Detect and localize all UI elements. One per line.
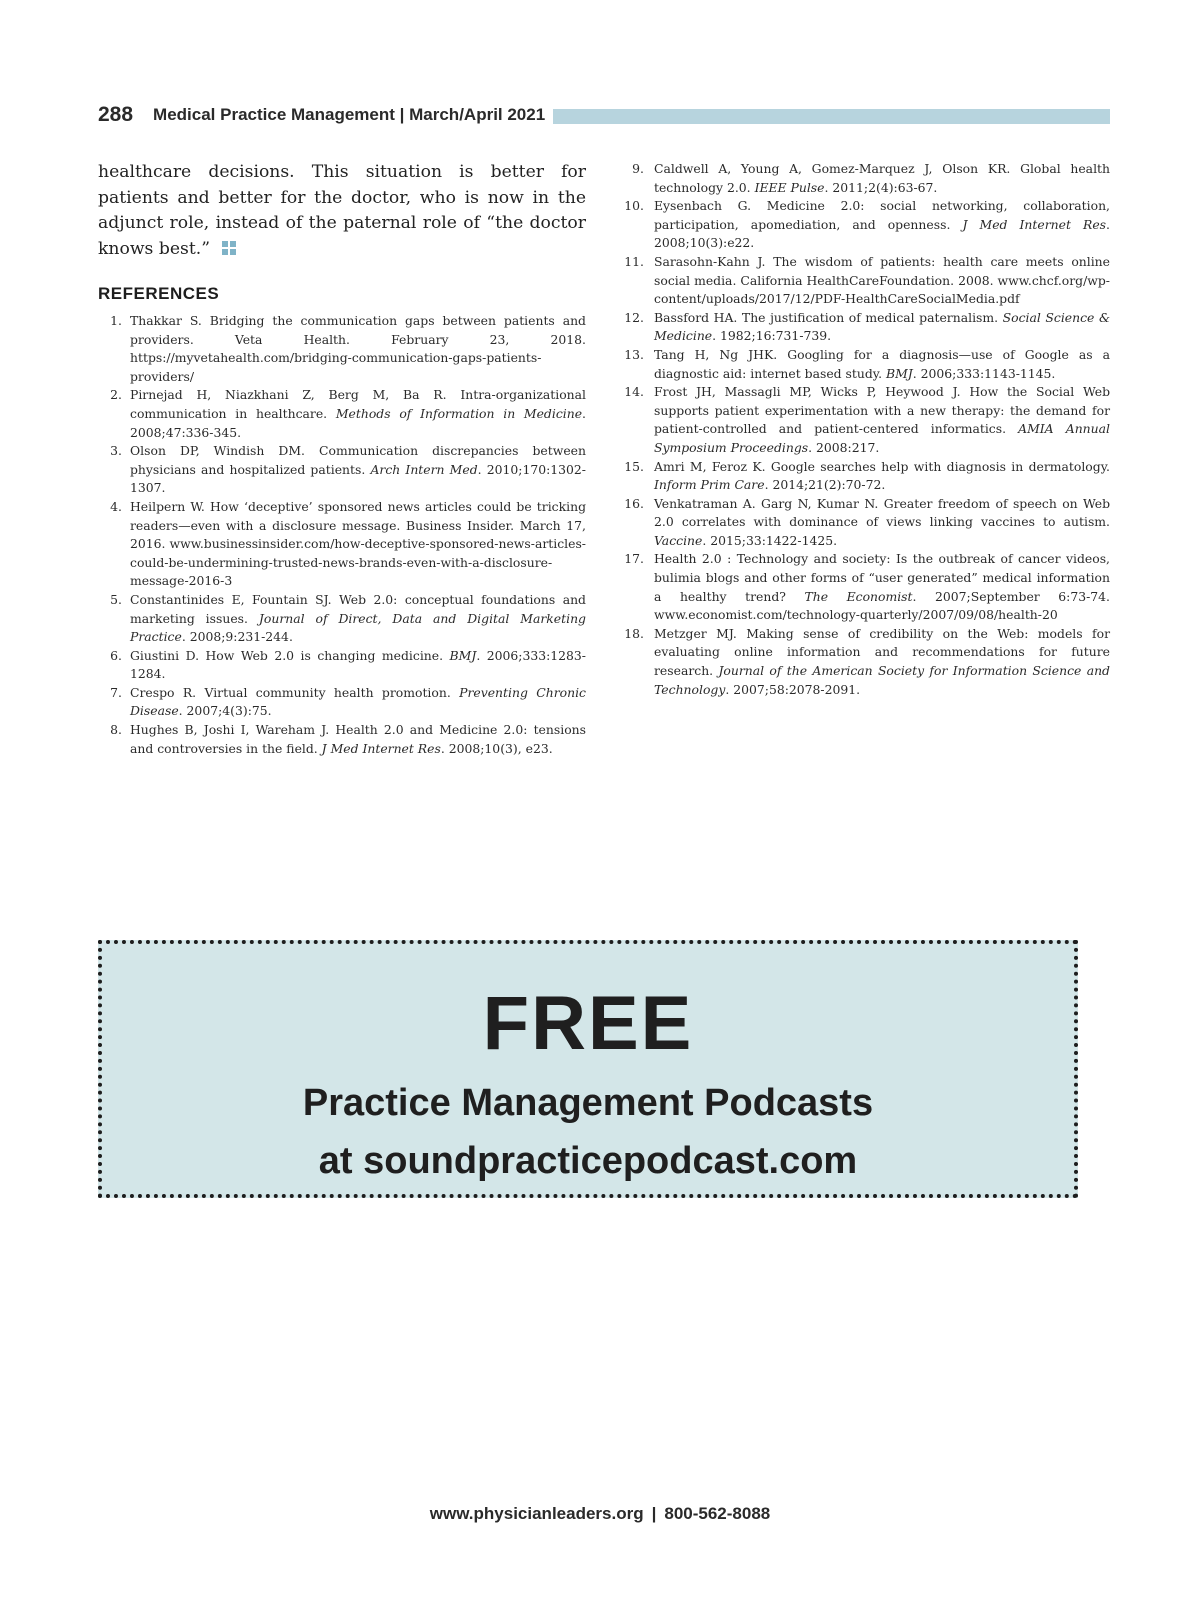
- reference-text: Eysenbach G. Medicine 2.0: social networking, collaboration, participation, apomediation, and openness.: [654, 198, 1110, 232]
- reference-item: [618, 160, 1110, 197]
- reference-text: Tang H, Ng JHK. Googling for a diagnosis—use of Google as a diagnostic aid: internet based study.: [654, 346, 1110, 381]
- reference-text: Metzger MJ. Making sense of credibility on the Web: models for evaluating online information and recommendations for future research.: [654, 625, 1110, 679]
- header-rule-bar: [553, 109, 1110, 124]
- reference-source-title: AMIA Annual Symposium Proceedings: [654, 421, 1110, 455]
- reference-number: 15.: [624, 458, 644, 474]
- reference-number: 8.: [110, 722, 122, 738]
- reference-text: Constantinides E, Fountain SJ. Web 2.0: conceptual foundations and marketing issues.: [130, 591, 586, 626]
- reference-text: . 2008:217.: [808, 439, 880, 455]
- reference-number: 4.: [110, 498, 122, 514]
- reference-text: . 2008;47:336-345.: [130, 405, 586, 440]
- reference-text: Amri M, Feroz K. Google searches help with diagnosis in dermatology.: [654, 458, 1110, 474]
- reference-number: 13.: [624, 346, 644, 362]
- page-footer: [0, 1504, 1200, 1524]
- reference-item: [98, 591, 586, 647]
- reference-item: [618, 253, 1110, 309]
- footer-phone: 800-562-8088: [664, 1504, 771, 1523]
- reference-item: [98, 684, 586, 721]
- reference-number: 18.: [624, 625, 644, 641]
- reference-item: [98, 312, 586, 386]
- reference-text: . 2006;333:1283-1284.: [130, 647, 586, 682]
- reference-text: Venkatraman A. Garg N, Kumar N. Greater freedom of speech on Web 2.0 correlates with dominance of views linking vaccines to autism.: [654, 495, 1110, 530]
- reference-text: Caldwell A, Young A, Gomez-Marquez J, Olson KR. Global health technology 2.0.: [654, 161, 1110, 195]
- reference-item: [98, 721, 586, 758]
- promo-headline: FREE: [482, 981, 694, 1066]
- reference-text: Health 2.0 : Technology and society: Is the outbreak of cancer videos, bulimia blogs and other forms of “user generated” medical information a healthy trend?: [654, 551, 1110, 604]
- reference-item: [98, 386, 586, 442]
- lead-paragraph: [98, 160, 586, 262]
- reference-text: . 2008;10(3):e22.: [654, 216, 1110, 251]
- reference-text: . 2007;4(3):75.: [178, 703, 272, 719]
- reference-text: Thakkar S. Bridging the communication gaps between patients and providers. Veta Health. February 23, 2018. https://myvetahealth.com/bridging-communication-gaps-patients-providers/: [130, 313, 586, 384]
- reference-item: [98, 442, 586, 498]
- reference-text: . 2008;10(3), e23.: [440, 740, 553, 756]
- reference-source-title: Preventing Chronic Disease: [130, 684, 586, 719]
- reference-number: 7.: [110, 684, 122, 700]
- reference-number: 6.: [110, 647, 122, 663]
- reference-item: [618, 346, 1110, 383]
- footer-website-link[interactable]: www.physicianleaders.org: [429, 1504, 644, 1523]
- page-number: 288: [98, 103, 134, 126]
- reference-item: [618, 550, 1110, 624]
- reference-number: 17.: [624, 551, 644, 567]
- reference-text: Pirnejad H, Niazkhani Z, Berg M, Ba R. Intra-organizational communication in healthcare.: [130, 387, 586, 421]
- reference-source-title: BMJ: [449, 647, 477, 663]
- reference-text: Giustini D. How Web 2.0 is changing medicine.: [130, 647, 450, 663]
- reference-text: . 2006;333:1143-1145.: [912, 365, 1056, 381]
- footer-separator: |: [651, 1504, 657, 1523]
- reference-source-title: The Economist: [804, 588, 913, 604]
- reference-source-title: Journal of Direct, Data and Digital Marketing Practice: [130, 610, 586, 645]
- promo-line-2: at soundpracticepodcast.com: [318, 1140, 858, 1182]
- reference-source-title: Inform Prim Care: [654, 477, 765, 493]
- reference-number: 14.: [624, 384, 644, 400]
- reference-text: Frost JH, Massagli MP, Wicks P, Heywood J. How the Social Web supports patient experimentation with a new therapy: the demand for patient-controlled and patient-centered informatics.: [654, 384, 1110, 437]
- reference-item: [618, 458, 1110, 495]
- reference-item: [98, 498, 586, 591]
- reference-text: Crespo R. Virtual community health promotion.: [130, 684, 460, 700]
- reference-text: . 1982;16:731-739.: [712, 328, 832, 344]
- reference-item: [618, 495, 1110, 551]
- reference-number: 5.: [110, 591, 122, 607]
- reference-source-title: Arch Intern Med: [370, 461, 478, 477]
- right-column: [618, 160, 1110, 699]
- reference-source-title: Journal of the American Society for Information Science and Technology: [654, 663, 1110, 697]
- reference-text: Bassford HA. The justification of medical paternalism.: [654, 309, 1003, 325]
- left-column: [98, 160, 586, 758]
- reference-text: . 2007;September 6:73-74. www.economist.com/technology-quarterly/2007/09/08/health-20: [654, 588, 1110, 623]
- references-list-right: [618, 160, 1110, 699]
- reference-item: [618, 383, 1110, 457]
- reference-number: 11.: [624, 253, 644, 269]
- reference-number: 9.: [632, 161, 644, 176]
- reference-item: [618, 197, 1110, 253]
- reference-number: 1.: [110, 313, 122, 328]
- reference-text: Heilpern W. How ‘deceptive’ sponsored news articles could be tricking readers—even with a disclosure message. Business Insider. March 17, 2016. www.businessinsider.com/how-deceptive-sponsored-news-articles-could-be-undermining-trusted-news-brands-even-with-a-disclosure-message-2016-3: [130, 498, 586, 589]
- reference-source-title: Social Science & Medicine: [654, 309, 1110, 344]
- reference-text: . 2011;2(4):63-67.: [824, 179, 938, 195]
- reference-source-title: BMJ: [886, 365, 913, 381]
- journal-title: Medical Practice Management | March/April 2021: [153, 105, 546, 124]
- reference-item: [618, 309, 1110, 346]
- reference-text: Sarasohn-Kahn J. The wisdom of patients: health care meets online social media. California HealthCareFoundation. 2008. www.chcf.org/wp-content/uploads/2017/12/PDF-HealthCareSocialMedia.pdf: [654, 253, 1110, 307]
- reference-number: 12.: [624, 309, 644, 325]
- reference-text: . 2015;33:1422-1425.: [702, 532, 838, 548]
- end-mark-icon: [222, 241, 236, 255]
- podcast-promo-box: [98, 940, 1078, 1198]
- reference-number: 16.: [624, 495, 644, 511]
- promo-line-1: Practice Management Podcasts: [302, 1082, 874, 1124]
- reference-source-title: Methods of Information in Medicine: [335, 405, 583, 421]
- lead-text: healthcare decisions. This situation is better for patients and better for the doctor, who is now in the adjunct role, instead of the paternal role of “the doctor knows best.”: [98, 162, 586, 259]
- reference-source-title: J Med Internet Res: [321, 740, 441, 756]
- reference-source-title: IEEE Pulse: [754, 179, 825, 195]
- reference-item: [618, 625, 1110, 699]
- reference-text: . 2008;9:231-244.: [181, 629, 293, 645]
- reference-text: . 2010;170:1302-1307.: [130, 461, 586, 496]
- reference-number: 2.: [110, 387, 122, 403]
- page-header: [98, 100, 1110, 130]
- reference-text: . 2014;21(2):70-72.: [764, 477, 886, 493]
- reference-number: 3.: [110, 443, 122, 459]
- reference-source-title: J Med Internet Res: [962, 216, 1107, 232]
- reference-source-title: Vaccine: [654, 532, 703, 548]
- reference-number: 10.: [624, 198, 644, 214]
- reference-item: [98, 647, 586, 684]
- references-list-left: [98, 312, 586, 758]
- reference-text: Hughes B, Joshi I, Wareham J. Health 2.0 and Medicine 2.0: tensions and controversies in the field.: [130, 722, 586, 756]
- reference-text: Olson DP, Windish DM. Communication discrepancies between physicians and hospitalized patients.: [130, 443, 586, 477]
- reference-text: . 2007;58:2078-2091.: [725, 681, 861, 697]
- references-heading: REFERENCES: [98, 284, 220, 303]
